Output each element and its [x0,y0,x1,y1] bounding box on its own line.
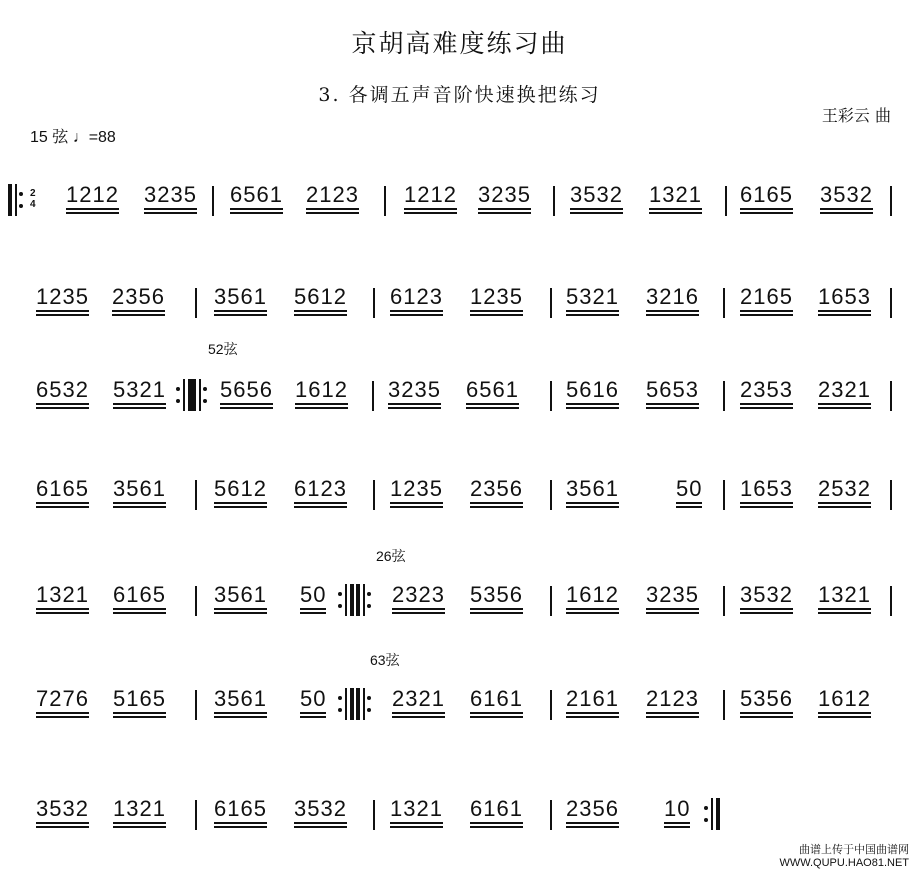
note-group: 3561 [214,583,267,610]
barline [195,800,197,830]
barline [723,586,725,616]
note-group: 1612 [295,378,348,405]
barline [550,690,552,720]
barline [195,288,197,318]
barline [723,288,725,318]
time-signature-top: 2 [30,188,36,199]
note-group: 2321 [818,378,871,405]
note-group: 1235 [470,285,523,312]
note-group: 3235 [646,583,699,610]
note-group: 6165 [214,797,267,824]
score-row [0,341,919,415]
composer-credit: 王彩云 曲 [821,106,891,125]
note-group: 5321 [566,285,619,312]
note-group: 3532 [820,183,873,210]
note-group: 5321 [113,378,166,405]
note-group: 6161 [470,797,523,824]
note-group: 6123 [390,285,443,312]
footer-line: WWW.QUPU.HAO81.NET [779,857,909,869]
score-row [0,278,919,322]
barline [550,586,552,616]
note-group: 1235 [390,477,443,504]
note-group: 3235 [478,183,531,210]
note-group: 3532 [740,583,793,610]
note-group: 2161 [566,687,619,714]
note-group: 1612 [566,583,619,610]
barline [212,186,214,216]
tempo-marking: 15 弦 ♩=88 [30,129,116,146]
repeat-end-sign [706,798,720,830]
barline [384,186,386,216]
barline [890,288,892,318]
note-group: 1612 [818,687,871,714]
score-row [0,470,919,514]
piece-subtitle: 3. 各调五声音阶快速换把练习 [318,84,601,106]
note-group: 5653 [646,378,699,405]
repeat-dots [176,387,180,403]
note-group: 5356 [740,687,793,714]
note-group: 2323 [392,583,445,610]
repeat-end-sign [340,584,354,616]
note-group: 5612 [214,477,267,504]
barline [890,480,892,510]
score-row [0,548,919,620]
string-label: 52弦 [208,341,238,357]
time-signature [30,188,36,210]
barline [553,186,555,216]
note-group: 3561 [113,477,166,504]
note-group: 1321 [649,183,702,210]
barline [890,381,892,411]
note-group: 1212 [404,183,457,210]
string-label: 26弦 [376,548,406,564]
repeat-dots [19,192,23,208]
barline [723,690,725,720]
note-group: 5656 [220,378,273,405]
barline [550,288,552,318]
page-title: 京胡高难度练习曲 [351,29,568,58]
barline [195,586,197,616]
note-group: 6165 [740,183,793,210]
barline [373,800,375,830]
repeat-dots [203,387,207,403]
time-signature-bottom: 4 [30,199,36,210]
note-group: 7276 [36,687,89,714]
watermark-footer [779,844,909,870]
barline [550,800,552,830]
score-row [0,176,919,220]
note-group: 2356 [112,285,165,312]
note-group: 3532 [36,797,89,824]
note-group: 2356 [470,477,523,504]
note-group: 2353 [740,378,793,405]
note-group: 3235 [144,183,197,210]
repeat-dots [338,592,342,608]
barline [723,381,725,411]
note-group: 5356 [470,583,523,610]
repeat-start-sign [8,184,22,216]
note-group: 1235 [36,285,89,312]
barline [373,288,375,318]
barline [723,480,725,510]
string-label: 63弦 [370,652,400,668]
note-group: 1321 [390,797,443,824]
footer-line: 曲谱上传于中国曲谱网 [799,844,909,856]
barline [725,186,727,216]
barline [372,381,374,411]
repeat-dots [704,806,708,822]
note-group: 1653 [740,477,793,504]
barline [373,480,375,510]
note-group: 2165 [740,285,793,312]
note-group: 2123 [306,183,359,210]
repeat-dots [367,696,371,712]
repeat-dots [338,696,342,712]
barline [890,586,892,616]
note-group: 6532 [36,378,89,405]
repeat-end-sign [178,379,192,411]
note-group: 3532 [294,797,347,824]
note-group: 50 [300,583,326,610]
note-group: 1321 [818,583,871,610]
barline [550,381,552,411]
barline [195,690,197,720]
note-group: 5612 [294,285,347,312]
repeat-dots [367,592,371,608]
barline [550,480,552,510]
note-group: 1653 [818,285,871,312]
note-group: 3561 [214,687,267,714]
note-group: 2356 [566,797,619,824]
note-group: 5616 [566,378,619,405]
repeat-end-sign [340,688,354,720]
note-group: 50 [676,477,702,504]
note-group: 6165 [113,583,166,610]
note-group: 2321 [392,687,445,714]
note-group: 50 [300,687,326,714]
note-group: 6561 [230,183,283,210]
note-group: 2123 [646,687,699,714]
note-group: 10 [664,797,690,824]
note-group: 6561 [466,378,519,405]
barline [890,186,892,216]
note-group: 6165 [36,477,89,504]
note-group: 5165 [113,687,166,714]
score-row [0,652,919,724]
note-group: 6161 [470,687,523,714]
note-group: 2532 [818,477,871,504]
note-group: 3561 [566,477,619,504]
repeat-start-sign [192,379,206,411]
note-group: 6123 [294,477,347,504]
note-group: 1321 [113,797,166,824]
note-group: 1212 [66,183,119,210]
score-row [0,790,919,834]
note-group: 3561 [214,285,267,312]
barline [195,480,197,510]
note-group: 3216 [646,285,699,312]
repeat-start-sign [356,688,370,720]
note-group: 1321 [36,583,89,610]
repeat-start-sign [356,584,370,616]
note-group: 3532 [570,183,623,210]
note-group: 3235 [388,378,441,405]
